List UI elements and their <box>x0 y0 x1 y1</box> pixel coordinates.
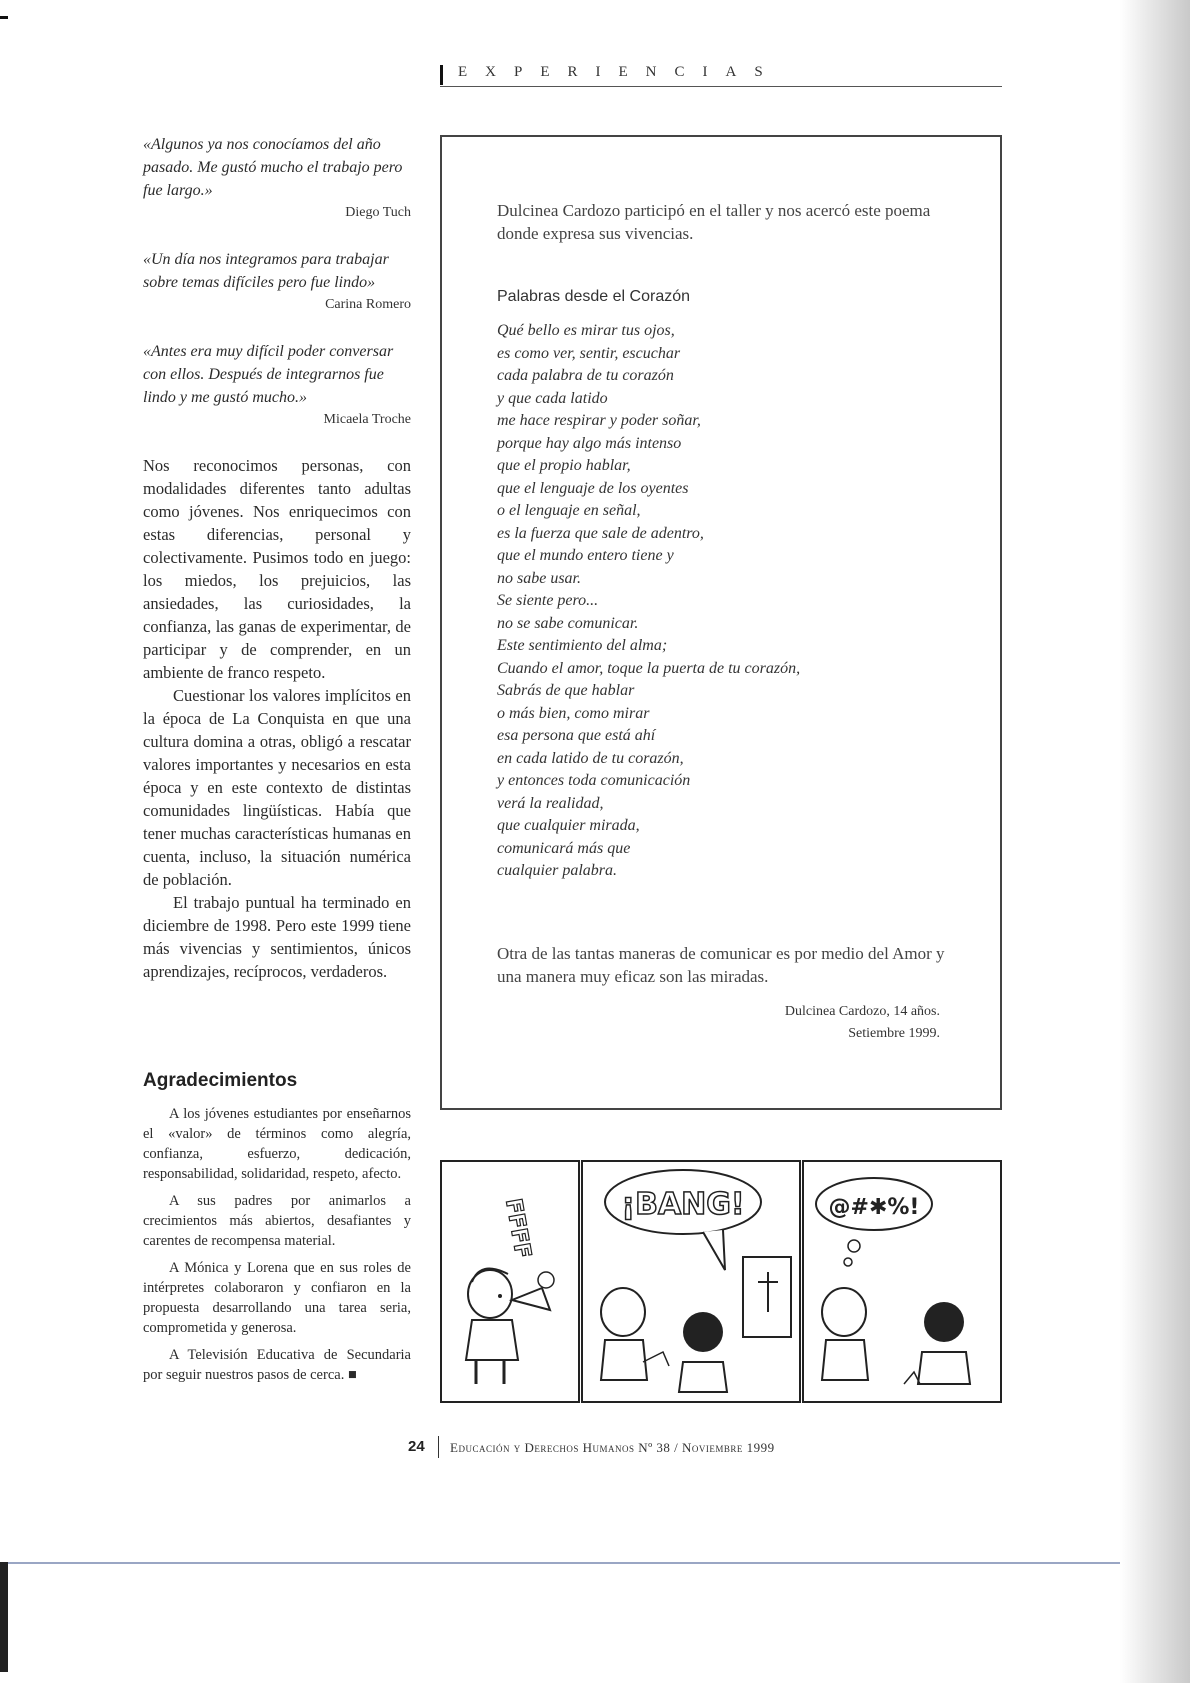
poem-line: Sabrás de que hablar <box>497 682 635 699</box>
poem-outro: Otra de las tantas maneras de comunicar es por medio del Amor y una manera muy eficaz son las miradas. <box>497 944 945 986</box>
scan-mark <box>0 16 8 19</box>
poem-intro: Dulcinea Cardozo participó en el taller y nos acercó este poema donde expresa sus vivencias. <box>497 201 931 243</box>
running-header <box>440 62 1002 88</box>
mafalda-head-icon <box>924 1302 964 1342</box>
header-bar <box>440 65 443 85</box>
comic-strip <box>440 1160 1002 1403</box>
quote-text: «Un día nos integramos para trabajar sobre temas difíciles pero fue lindo» <box>143 251 389 291</box>
poem-line: cada palabra de tu corazón <box>497 367 674 384</box>
comic-panel-2-drawing <box>583 1162 801 1403</box>
quote-author: Micaela Troche <box>323 412 411 427</box>
poem-line: Este sentimiento del alma; <box>497 637 668 654</box>
ack-paragraph: A Televisión Educativa de Secundaria por seguir nuestros pasos de cerca. ■ <box>143 1347 411 1383</box>
poem-signature-block <box>785 1001 940 1045</box>
poem-line: me hace respirar y poder soñar, <box>497 412 701 429</box>
child-head-icon <box>601 1288 645 1336</box>
poem-line: que el propio hablar, <box>497 457 631 474</box>
poem-line: no se sabe comunicar. <box>497 614 639 632</box>
poem-line: cualquier palabra. <box>497 862 617 879</box>
poem-signature: Dulcinea Cardozo, 14 años. <box>784 1004 940 1019</box>
comic-panel-2 <box>581 1160 801 1403</box>
poem-line: en cada latido de tu corazón, <box>497 749 684 767</box>
comic-panel-1 <box>440 1160 580 1403</box>
poem-line: o el lenguaje en señal, <box>497 502 641 519</box>
page-footer <box>408 1436 1008 1460</box>
poem-line: que el lenguaje de los oyentes <box>497 479 689 497</box>
poem-line: Cuando el amor, toque la puerta de tu corazón, <box>497 659 801 677</box>
header-rule <box>440 86 1002 87</box>
ack-paragraph: A Mónica y Lorena que en sus roles de intérpretes colaboraron y confiaron en la propuesta desarrollando una tarea seria, comprometida y generosa. <box>143 1260 411 1336</box>
poem-lines <box>497 320 800 883</box>
body-paragraph: El trabajo puntual ha terminado en diciembre de 1998. Pero este 1999 tiene más vivencias y sentimientos, únicos aprendizajes, recíprocos, verdaderos. <box>143 893 411 981</box>
quote-3 <box>143 340 411 429</box>
page-number: 24 <box>408 1438 425 1455</box>
ack-paragraph: A sus padres por animarlos a crecimientos más abiertos, desafiantes y carentes de recompensa material. <box>143 1193 411 1249</box>
comic-panel-3 <box>802 1160 1002 1403</box>
poem-line: es como ver, sentir, escuchar <box>497 344 681 362</box>
quote-text: «Antes era muy difícil poder conversar con ellos. Después de integrarnos fue lindo y me gustó mucho.» <box>143 343 394 406</box>
mafalda-head-icon <box>683 1312 723 1352</box>
poem-box <box>440 135 1002 1110</box>
article-body <box>143 454 411 983</box>
quote-1 <box>143 133 411 222</box>
footer-separator <box>438 1436 439 1458</box>
poem-line: es la fuerza que sale de adentro, <box>497 524 704 542</box>
poem-line: que el mundo entero tiene y <box>497 547 674 564</box>
quote-author: Carina Romero <box>325 297 411 312</box>
poem-line: y que cada latido <box>497 389 608 407</box>
publication-info: Educación y Derechos Humanos Nº 38 / Noviembre 1999 <box>450 1440 775 1455</box>
poem-title: Palabras desde el Corazón <box>497 288 691 305</box>
comic-bang-text: ¡BANG! <box>621 1187 745 1222</box>
body-paragraph: Nos reconocimos personas, con modalidades diferentes tanto adultas como jóvenes. Nos enriquecimos con estas diferencias, personal y colectivamente. Pusimos todo en juego: los miedos, los prejuicios, las ansiedades, las curiosidades, la confianza, las ganas de experimentar, de participar y de comprender, en un ambiente de franco respeto. <box>143 456 411 682</box>
poem-line: Qué bello es mirar tus ojos, <box>497 322 675 339</box>
poem-line: verá la realidad, <box>497 794 604 812</box>
quote-author: Diego Tuch <box>345 205 411 220</box>
poem-line: comunicará más que <box>497 839 631 857</box>
comic-panel-3-drawing <box>804 1162 1002 1403</box>
child-head-icon <box>822 1288 866 1336</box>
poem-line: Se siente pero... <box>497 592 599 609</box>
comic-sound-effect: FFFF <box>500 1196 536 1261</box>
comic-panel-1-drawing <box>442 1162 580 1403</box>
acknowledgements-heading: Agradecimientos <box>143 1070 298 1091</box>
poem-line: y entonces toda comunicación <box>497 772 691 789</box>
ack-paragraph: A los jóvenes estudiantes por enseñarnos el «valor» de términos como alegría, confianza, esfuerzo, dedicación, responsabilidad, solidaridad, respeto, afecto. <box>143 1106 411 1182</box>
quote-2 <box>143 248 411 314</box>
poem-line: que cualquier mirada, <box>497 817 640 834</box>
poem-date: Setiembre 1999. <box>848 1026 940 1041</box>
paper-bag-icon <box>512 1288 550 1310</box>
comic-curse-text: @#✱%! <box>828 1195 920 1220</box>
body-paragraph: Cuestionar los valores implícitos en la época de La Conquista en que una cultura domina a otras, obligó a rescatar valores importantes y necesarios en esta época y en este contexto de distintas comunidades lingüísticas. Había que tener muchas características humanas en cuenta, incluso, la situación numérica de población. <box>143 686 411 889</box>
scan-corner <box>0 1562 8 1672</box>
section-name: EXPERIENCIAS <box>458 64 781 80</box>
scan-page-edge <box>1120 0 1190 1683</box>
poem-line: esa persona que está ahí <box>497 727 656 744</box>
poem-line: no sabe usar. <box>497 569 582 587</box>
poem-line: o más bien, como mirar <box>497 704 650 722</box>
quote-text: «Algunos ya nos conocíamos del año pasado. Me gustó mucho el trabajo pero fue largo.» <box>143 136 403 199</box>
scan-bottom-edge <box>0 1562 1120 1564</box>
poem-line: porque hay algo más intenso <box>497 434 682 452</box>
acknowledgements-list <box>143 1104 411 1392</box>
